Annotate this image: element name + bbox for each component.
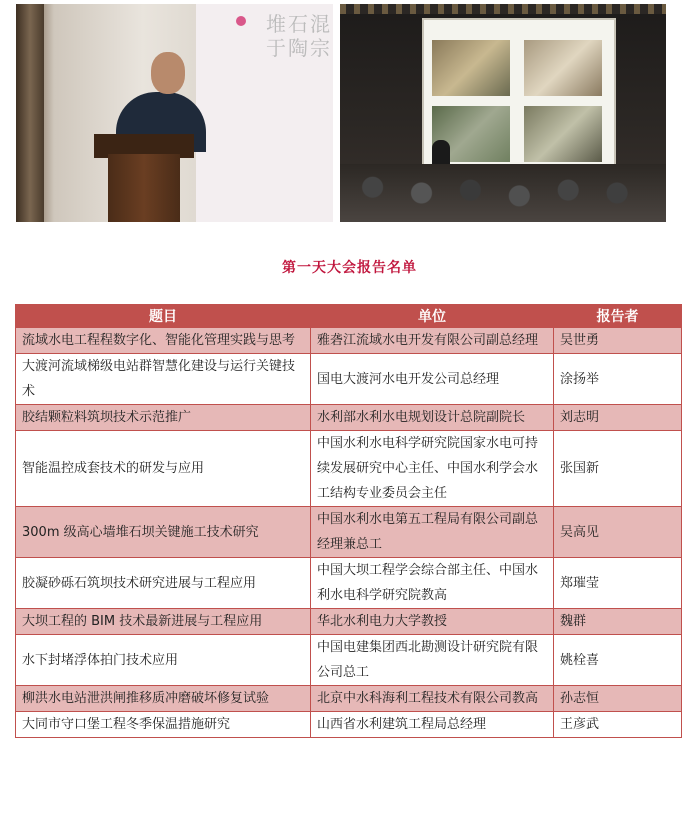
projection-screen — [422, 18, 616, 174]
section-title: 第一天大会报告名单 — [282, 260, 417, 276]
speaker-head — [151, 52, 185, 94]
speaker-cell: 涂扬举 — [554, 354, 682, 405]
topic-cell: 柳洪水电站泄洪闸推移质冲磨破坏修复试验 — [16, 686, 311, 712]
unit-cell: 华北水利电力大学教授 — [311, 609, 554, 635]
topic-cell: 胶结颗粒料筑坝技术示范推广 — [16, 405, 311, 431]
table-row — [16, 354, 682, 405]
table-header-row — [16, 305, 682, 328]
table-row — [16, 558, 682, 609]
header-unit: 单位 — [311, 305, 554, 328]
unit-cell: 中国电建集团西北勘测设计研究院有限公司总工 — [311, 635, 554, 686]
unit-cell: 水利部水利水电规划设计总院副院长 — [311, 405, 554, 431]
unit-cell: 中国水利水电科学研究院国家水电可持续发展研究中心主任、中国水利学会水工结构专业委员会主任 — [311, 431, 554, 507]
topic-cell: 300m 级高心墙堆石坝关键施工技术研究 — [16, 507, 311, 558]
table-row — [16, 507, 682, 558]
table-row — [16, 405, 682, 431]
unit-cell: 雅砻江流域水电开发有限公司副总经理 — [311, 328, 554, 354]
slide-photo-4 — [524, 106, 602, 162]
hall-photo — [340, 4, 666, 222]
curtain — [16, 4, 44, 222]
table-row — [16, 686, 682, 712]
speaker-photo — [16, 4, 333, 222]
audience — [340, 164, 666, 222]
podium — [108, 154, 180, 222]
speaker-cell: 张国新 — [554, 431, 682, 507]
header-speaker: 报告者 — [554, 305, 682, 328]
table-row — [16, 609, 682, 635]
speaker-cell: 王彦武 — [554, 712, 682, 738]
photo-strip — [16, 4, 666, 222]
unit-cell: 中国大坝工程学会综合部主任、中国水利水电科学研究院教高 — [311, 558, 554, 609]
table-row — [16, 431, 682, 507]
slide-photo-1 — [432, 40, 510, 96]
topic-cell: 水下封堵浮体拍门技术应用 — [16, 635, 311, 686]
topic-cell: 大坝工程的 BIM 技术最新进展与工程应用 — [16, 609, 311, 635]
speaker-cell: 吴世勇 — [554, 328, 682, 354]
table-row — [16, 635, 682, 686]
slide-text: 堆石混 于陶宗 — [266, 12, 332, 60]
speaker-cell: 吴高见 — [554, 507, 682, 558]
topic-cell: 智能温控成套技术的研发与应用 — [16, 431, 311, 507]
speaker-cell: 姚栓喜 — [554, 635, 682, 686]
slide-bullet-icon — [236, 16, 246, 26]
speaker-cell: 刘志明 — [554, 405, 682, 431]
topic-cell: 流域水电工程程数字化、智能化管理实践与思考 — [16, 328, 311, 354]
unit-cell: 山西省水利建筑工程局总经理 — [311, 712, 554, 738]
topic-cell: 大同市守口堡工程冬季保温措施研究 — [16, 712, 311, 738]
speaker-cell: 魏群 — [554, 609, 682, 635]
speaker-cell: 孙志恒 — [554, 686, 682, 712]
report-table — [15, 304, 682, 738]
table-row — [16, 712, 682, 738]
table-row — [16, 328, 682, 354]
speaker-cell: 郑璀莹 — [554, 558, 682, 609]
ceiling-lights — [340, 4, 666, 14]
unit-cell: 中国水利水电第五工程局有限公司副总经理兼总工 — [311, 507, 554, 558]
topic-cell: 大渡河流域梯级电站群智慧化建设与运行关键技术 — [16, 354, 311, 405]
unit-cell: 国电大渡河水电开发公司总经理 — [311, 354, 554, 405]
topic-cell: 胶凝砂砾石筑坝技术研究进展与工程应用 — [16, 558, 311, 609]
slide-photo-2 — [524, 40, 602, 96]
header-topic: 题目 — [16, 305, 311, 328]
unit-cell: 北京中水科海利工程技术有限公司教高 — [311, 686, 554, 712]
